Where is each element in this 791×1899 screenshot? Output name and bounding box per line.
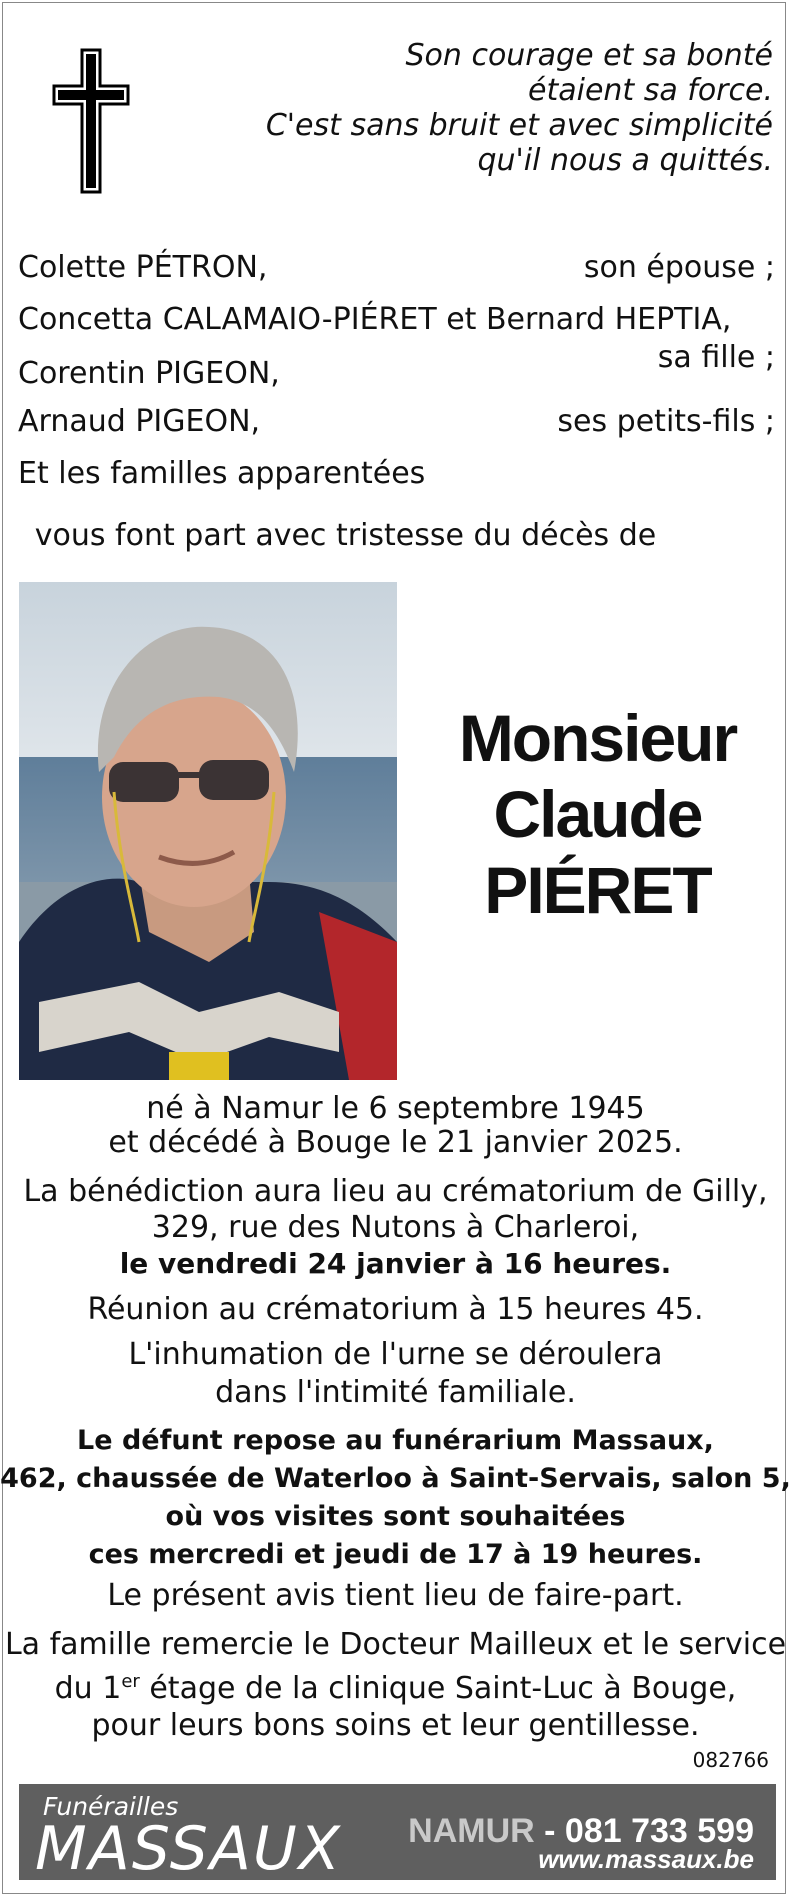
birth-line: né à Namur le 6 septembre 1945 <box>146 1091 645 1126</box>
quote-line: qu'il nous a quittés. <box>477 143 773 178</box>
visitation-block <box>0 1422 791 1574</box>
ceremony-block <box>0 1174 791 1282</box>
thanks-block <box>0 1626 791 1744</box>
quote-line: étaient sa force. <box>528 73 773 108</box>
quote <box>213 38 773 178</box>
deceased-last-name: PIÉRET <box>484 853 711 927</box>
website-link[interactable]: www.massaux.be <box>538 1844 754 1874</box>
family-relation: sa fille ; <box>657 340 775 375</box>
thanks-text: du 1 <box>54 1671 122 1706</box>
family-line: Corentin PIGEON, <box>18 356 280 391</box>
urn-line: L'inhumation de l'urne se déroulera <box>128 1337 663 1372</box>
deceased-name <box>420 700 775 928</box>
city-label: NAMUR <box>408 1812 535 1850</box>
urn-block <box>0 1336 791 1412</box>
reference-number: 082766 <box>692 1748 769 1772</box>
quote-line: C'est sans bruit et avec simplicité <box>265 108 773 143</box>
ordinal-suffix: er <box>121 1671 140 1692</box>
death-line: et décédé à Bouge le 21 janvier 2025. <box>108 1125 683 1160</box>
thanks-text: étage de la clinique Saint-Luc à Bouge, <box>139 1671 737 1706</box>
funerailles-label: Funérailles <box>43 1792 179 1821</box>
urn-line: dans l'intimité familiale. <box>215 1375 576 1410</box>
ceremony-date: le vendredi 24 janvier à 16 heures. <box>119 1247 672 1280</box>
deceased-first-name: Claude <box>493 777 702 851</box>
family-line: Et les familles apparentées <box>18 456 426 491</box>
birth-death-block <box>0 1092 791 1160</box>
thanks-line: pour leurs bons soins et leur gentillesse. <box>91 1708 700 1743</box>
family-line: Arnaud PIGEON, <box>18 404 261 439</box>
phone-number: - 081 733 599 <box>534 1812 754 1850</box>
family-line: Concetta CALAMAIO-PIÉRET et Bernard HEPTIA, <box>18 302 732 337</box>
family-line: Colette PÉTRON, <box>18 250 268 285</box>
announcement-intro: vous font part avec tristesse du décès de <box>34 518 657 553</box>
visitation-line: Le défunt repose au funérarium Massaux, <box>77 1425 714 1456</box>
family-relation: son épouse ; <box>583 250 775 285</box>
visitation-line: 462, chaussée de Waterloo à Saint-Servais, salon 5, <box>0 1463 791 1494</box>
blessing-line: La bénédiction aura lieu au crématorium de Gilly, <box>23 1174 768 1209</box>
cross-icon <box>52 48 130 194</box>
visitation-line: où vos visites sont souhaitées <box>165 1501 626 1532</box>
address-line: 329, rue des Nutons à Charleroi, <box>151 1210 640 1245</box>
quote-line: Son courage et sa bonté <box>405 38 773 73</box>
family-relation: ses petits-fils ; <box>557 404 775 439</box>
funeral-home-banner <box>19 1784 776 1884</box>
portrait-photo <box>19 582 397 1080</box>
notice-line: Le présent avis tient lieu de faire-part. <box>107 1578 684 1613</box>
visitation-line: ces mercredi et jeudi de 17 à 19 heures. <box>88 1539 703 1570</box>
thanks-line: La famille remercie le Docteur Mailleux et le service <box>4 1627 787 1662</box>
thanks-line <box>0 1663 791 1707</box>
deceased-title: Monsieur <box>458 701 737 775</box>
meeting-line: Réunion au crématorium à 15 heures 45. <box>87 1292 704 1327</box>
massaux-logo-text: MASSAUX <box>35 1814 342 1884</box>
